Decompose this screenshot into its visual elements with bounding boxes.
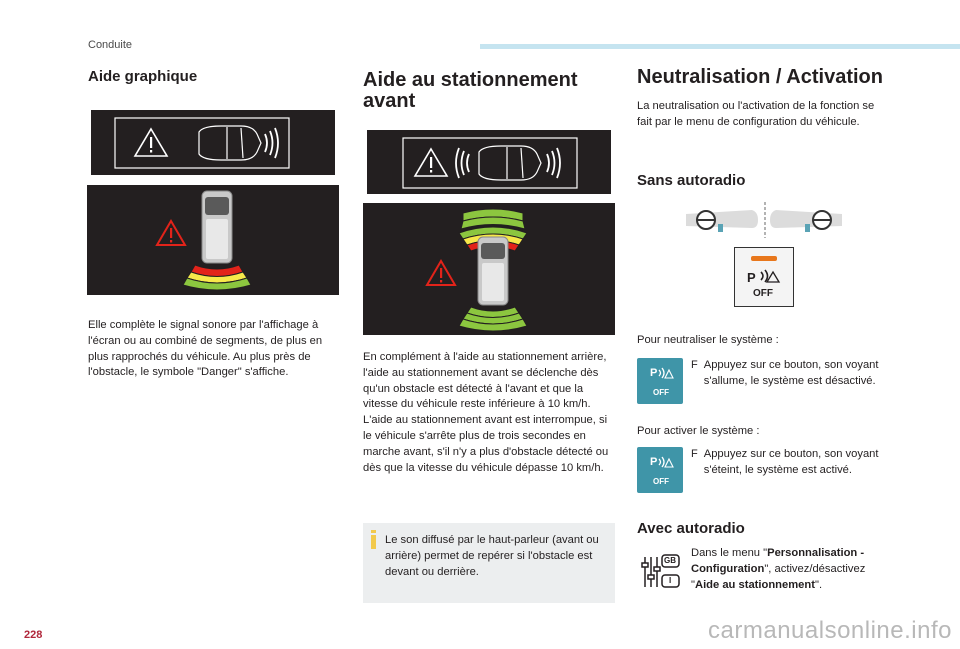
cluster-display-image (91, 110, 335, 175)
neutralize-step (691, 358, 891, 390)
menu-item: Aide au stationnement (694, 578, 815, 591)
off-label: OFF (753, 288, 773, 299)
gb-label: GB (664, 556, 676, 565)
col1-body: Elle complète le signal sonore par l'affichage à l'écran ou au combiné de segments, de plus en plus rapprochés du véhicule. Au plus près de l'obstacle, le symbole "Danger" s'affiche. (88, 319, 323, 379)
neutralisation-title: Neutralisation / Activation (637, 66, 883, 88)
i-label: I (669, 576, 672, 585)
col2-paragraph-1: En complément à l'aide au stationnement arrière, l'aide au stationnement avant se déclenche dès qu'un obstacle est détecté à l'avant et que la vitesse du véhicule reste inférieure à 10 km/h. (363, 351, 607, 411)
neutralize-step-text: Appuyez sur ce bouton, son voyant s'allume, le système est désactivé. (703, 359, 879, 387)
front-cluster-display-image (367, 130, 611, 194)
bullet-icon: F (691, 359, 698, 371)
steering-wheel-right-icon (770, 210, 842, 232)
danger-icon (427, 261, 455, 285)
menu-mid: ", activez/désactivez " (691, 562, 866, 591)
watermark: carmanualsonline.info (708, 617, 952, 644)
aide-stationnement-avant-title: Aide au stationnement avant (363, 69, 578, 112)
steering-wheel-left-icon (686, 210, 758, 232)
indicator-light (751, 256, 777, 261)
cluster-warning-illustration (91, 110, 335, 175)
front-rear-sensor-illustration (363, 203, 615, 335)
front-sensor-diagram-image (363, 203, 615, 335)
danger-icon (135, 129, 167, 156)
sans-autoradio-title: Sans autoradio (637, 172, 746, 189)
danger-icon (415, 149, 447, 176)
dashboard-illustration (684, 200, 844, 240)
vehicle-top-view (202, 191, 232, 263)
section-label: Conduite (88, 39, 133, 51)
menu-prefix: Dans le menu " (691, 547, 768, 559)
avec-autoradio-title: Avec autoradio (637, 520, 745, 537)
park-letter: P (650, 456, 658, 468)
vehicle-top-view (478, 237, 508, 305)
menu-name: Personnalisation - Configuration (691, 547, 865, 575)
col3-intro: La neutralisation ou l'activation de la fonction se fait par le menu de configuration du véhicule. (637, 100, 875, 128)
off-label: OFF (653, 477, 669, 486)
page-number: 228 (24, 629, 43, 641)
park-assist-off-button-illustration (734, 247, 794, 307)
settings-menu-icon (641, 553, 681, 591)
park-letter: P (747, 270, 756, 285)
park-letter: P (650, 367, 658, 379)
bullet-icon: F (691, 448, 698, 460)
park-assist-button-neutralize[interactable] (637, 358, 683, 404)
info-note (363, 523, 615, 603)
menu-suffix: ". (814, 578, 823, 591)
sensor-diagram-image (87, 185, 339, 295)
col2-paragraph-2: L'aide au stationnement avant est interrompue, si le véhicule s'arrête plus de trois secondes en marche avant, s'il n'y a plus d'obstacle détecté ou dès que la vitesse du véhicule dépasse 10 km/h. (363, 414, 609, 474)
activate-label: Pour activer le système : (637, 425, 760, 437)
dashboard-drawing (684, 200, 844, 240)
activate-step-text: Appuyez sur ce bouton, son voyant s'éteint, le système est activé. (703, 448, 879, 476)
rear-sensor-arcs (459, 307, 527, 331)
neutralize-label: Pour neutraliser le système : (637, 334, 779, 346)
danger-icon (157, 221, 185, 245)
col2-body (363, 350, 615, 476)
activate-step (691, 447, 891, 479)
aide-graphique-title: Aide graphique (88, 68, 198, 85)
sensor-waves-icon (658, 456, 674, 468)
off-label: OFF (653, 388, 669, 397)
header-rule (480, 44, 960, 49)
menu-instruction (691, 546, 891, 593)
sensor-waves-icon (658, 367, 674, 379)
park-assist-button-activate[interactable] (637, 447, 683, 493)
rear-sensor-illustration (87, 185, 339, 295)
info-icon (371, 535, 376, 549)
rear-sensor-arcs (183, 265, 251, 290)
info-note-text: Le son diffusé par le haut-parleur (avant ou arrière) permet de repérer si l'obstacle est devant ou derrière. (385, 534, 599, 578)
sensor-waves-icon (759, 268, 781, 284)
front-cluster-illustration (367, 130, 611, 194)
